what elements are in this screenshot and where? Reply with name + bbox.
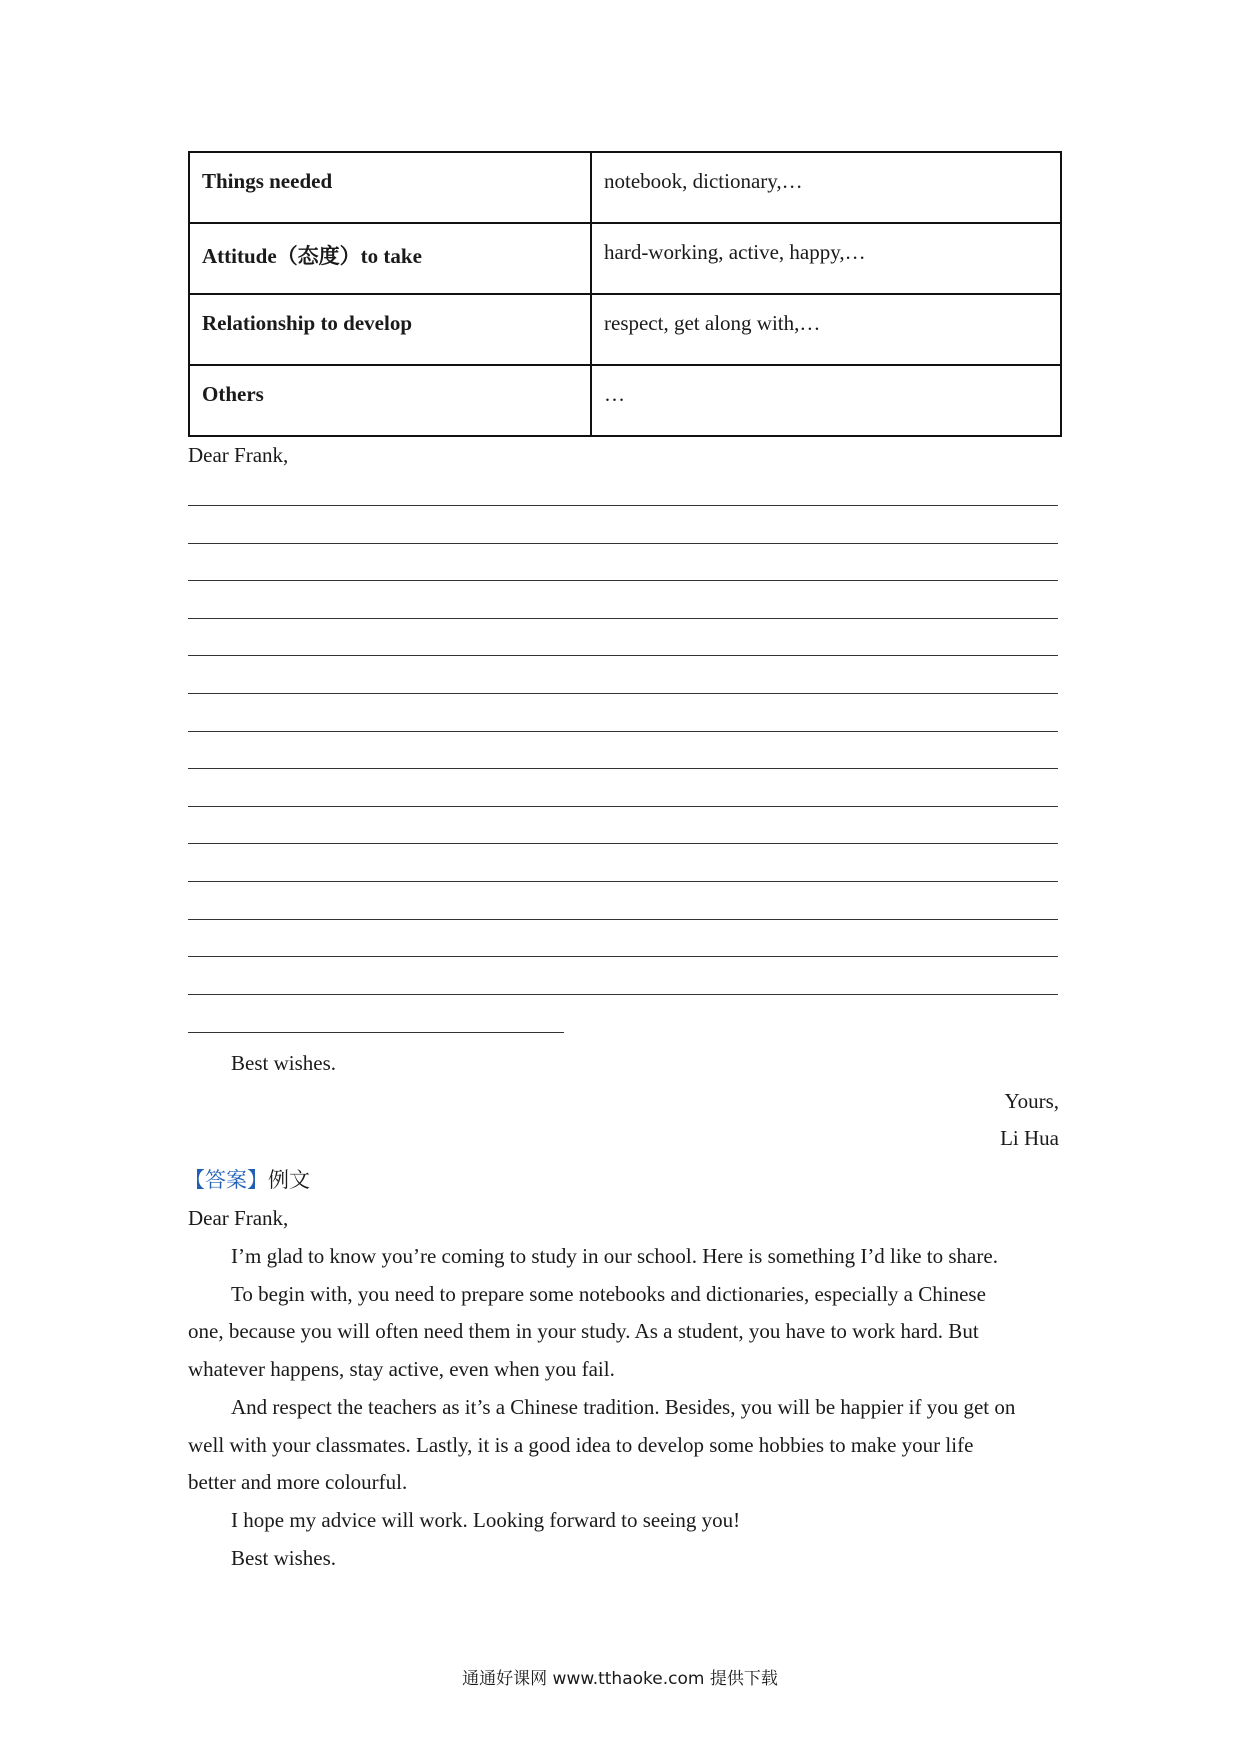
writing-line[interactable]	[188, 806, 1058, 807]
writing-line[interactable]	[188, 693, 1058, 694]
writing-line[interactable]	[188, 994, 1058, 995]
answer-salutation: Dear Frank,	[188, 1206, 289, 1230]
writing-line[interactable]	[188, 843, 1058, 844]
writing-line[interactable]	[188, 655, 1058, 656]
row-label: Things needed	[189, 152, 591, 223]
page-footer: 通通好课网 www.tthaoke.com 提供下载	[462, 1669, 778, 1689]
row-label: Relationship to develop	[189, 294, 591, 365]
writing-line[interactable]	[188, 1032, 564, 1033]
row-value: respect, get along with,…	[591, 294, 1061, 365]
writing-line[interactable]	[188, 919, 1058, 920]
answer-heading	[184, 1164, 310, 1194]
row-label: Others	[189, 365, 591, 436]
answer-line: I hope my advice will work. Looking forward to seeing you!	[231, 1508, 741, 1532]
writing-line[interactable]	[188, 768, 1058, 769]
table-row	[189, 223, 1061, 294]
info-table	[188, 151, 1062, 437]
answer-line: And respect the teachers as it’s a Chinese tradition. Besides, you will be happier if you get on	[231, 1395, 1016, 1419]
answer-line: one, because you will often need them in your study. As a student, you have to work hard. But	[188, 1319, 979, 1343]
writing-line[interactable]	[188, 505, 1058, 506]
table-row	[189, 152, 1061, 223]
row-label: Attitude（态度）to take	[189, 223, 591, 294]
row-value: …	[591, 365, 1061, 436]
answer-line: well with your classmates. Lastly, it is a good idea to develop some hobbies to make your life	[188, 1433, 974, 1457]
answer-label: 例文	[268, 1168, 310, 1192]
answer-line: better and more colourful.	[188, 1470, 408, 1494]
letter-yours: Yours,	[1004, 1089, 1059, 1113]
answer-line: To begin with, you need to prepare some notebooks and dictionaries, especially a Chinese	[231, 1282, 986, 1306]
writing-line[interactable]	[188, 580, 1058, 581]
table-row	[189, 294, 1061, 365]
letter-signature: Li Hua	[1000, 1126, 1059, 1150]
writing-line[interactable]	[188, 731, 1058, 732]
writing-line[interactable]	[188, 543, 1058, 544]
letter-salutation: Dear Frank,	[188, 443, 289, 467]
letter-closing: Best wishes.	[231, 1051, 336, 1075]
answer-line: Best wishes.	[231, 1546, 336, 1570]
answer-line: I’m glad to know you’re coming to study in our school. Here is something I’d like to share.	[231, 1244, 998, 1268]
writing-line[interactable]	[188, 956, 1058, 957]
table-row	[189, 365, 1061, 436]
answer-line: whatever happens, stay active, even when you fail.	[188, 1357, 615, 1381]
answer-tag: 【答案】	[184, 1168, 268, 1192]
writing-line[interactable]	[188, 618, 1058, 619]
row-value: hard-working, active, happy,…	[591, 223, 1061, 294]
writing-line[interactable]	[188, 881, 1058, 882]
row-value: notebook, dictionary,…	[591, 152, 1061, 223]
